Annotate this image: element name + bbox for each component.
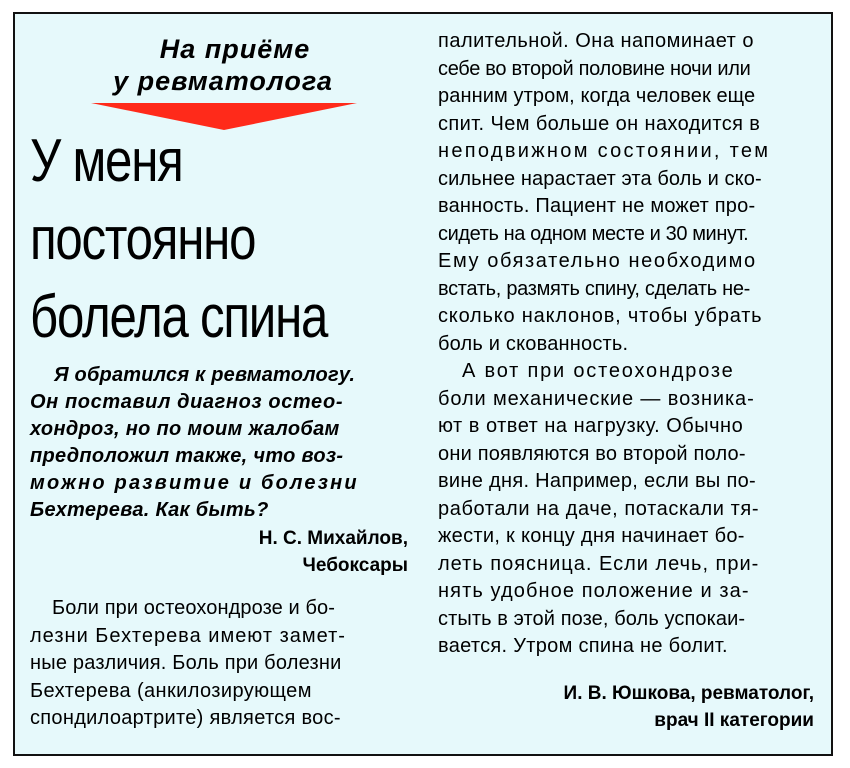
answer-line: ные различия. Боль при болезни <box>30 652 342 674</box>
answer-line: лезни Бехтерева имеют замет- <box>30 624 346 647</box>
question-line: предположил также, что воз- <box>30 445 344 467</box>
answer-line: спондилоартрите) является вос- <box>30 707 341 729</box>
answer-line: Ему обязательно необходимо <box>438 250 757 272</box>
rubric-heading <box>88 33 368 97</box>
answer-line: сидеть на одном месте и 30 минут. <box>438 222 749 245</box>
answer-line: себе во второй половине ночи или <box>438 57 751 80</box>
answer-column-right <box>438 28 820 661</box>
answer-line: Бехтерева (анкилозирующем <box>30 679 312 702</box>
answer-line: стыть в этой позе, боль успокаи- <box>438 607 746 630</box>
reader-signature <box>259 525 408 579</box>
doctor-title: врач II категории <box>654 710 814 731</box>
rubric-line-2: у ревматолога <box>113 66 333 96</box>
answer-line: боль и скованность. <box>438 332 629 355</box>
answer-line: нять удобное положение и за- <box>438 580 750 602</box>
question-line: можно развитие и болезни <box>30 472 359 494</box>
reader-question <box>30 362 410 524</box>
answer-line: леть поясница. Если лечь, при- <box>438 552 760 575</box>
answer-line: спит. Чем больше он находится в <box>438 112 761 135</box>
answer-line: сильнее нарастает эта боль и ско- <box>438 167 762 190</box>
article-headline <box>30 122 358 356</box>
headline-line-2: постоянно <box>30 205 256 272</box>
headline-line-1: У меня <box>30 127 183 194</box>
answer-line: вается. Утром спина не болит. <box>438 635 728 657</box>
question-line: Бехтерева. Как быть? <box>30 499 269 521</box>
doctor-name: И. В. Юшкова, ревматолог, <box>563 683 814 704</box>
answer-line: Боли при остеохондрозе и бо- <box>52 597 335 619</box>
question-line: Он поставил диагноз остео- <box>30 391 344 413</box>
answer-line: А вот при остеохондрозе <box>462 360 735 382</box>
doctor-signature <box>564 680 814 734</box>
answer-line: ранним утром, когда человек еще <box>438 85 756 107</box>
reader-city: Чебоксары <box>302 555 408 576</box>
rubric-line-1: На приёме <box>159 34 311 64</box>
answer-line: боли механические — возника- <box>438 387 755 410</box>
answer-line: они появляются во второй поло- <box>438 442 746 465</box>
question-line: Я обратился к ревматологу. <box>54 364 356 386</box>
reader-name: Н. С. Михайлов, <box>258 528 408 549</box>
answer-line: сколько наклонов, чтобы убрать <box>438 305 763 327</box>
answer-line: ют в ответ на нагрузку. Обычно <box>438 415 744 437</box>
question-line: хондроз, но по моим жалобам <box>30 418 340 440</box>
answer-column-left <box>30 595 410 733</box>
answer-line: вине дня. Например, если вы по- <box>438 470 756 492</box>
headline-line-3: болела спина <box>30 283 328 350</box>
answer-line: неподвижном состоянии, тем <box>438 140 771 162</box>
answer-line: палительной. Она напоминает о <box>438 30 755 52</box>
answer-line: встать, размять спину, сделать не- <box>438 277 751 300</box>
answer-line: ванность. Пациент не может про- <box>438 195 756 217</box>
answer-line: работали на даче, потаскали тя- <box>438 497 760 520</box>
answer-line: жести, к концу дня начинает бо- <box>438 525 745 547</box>
